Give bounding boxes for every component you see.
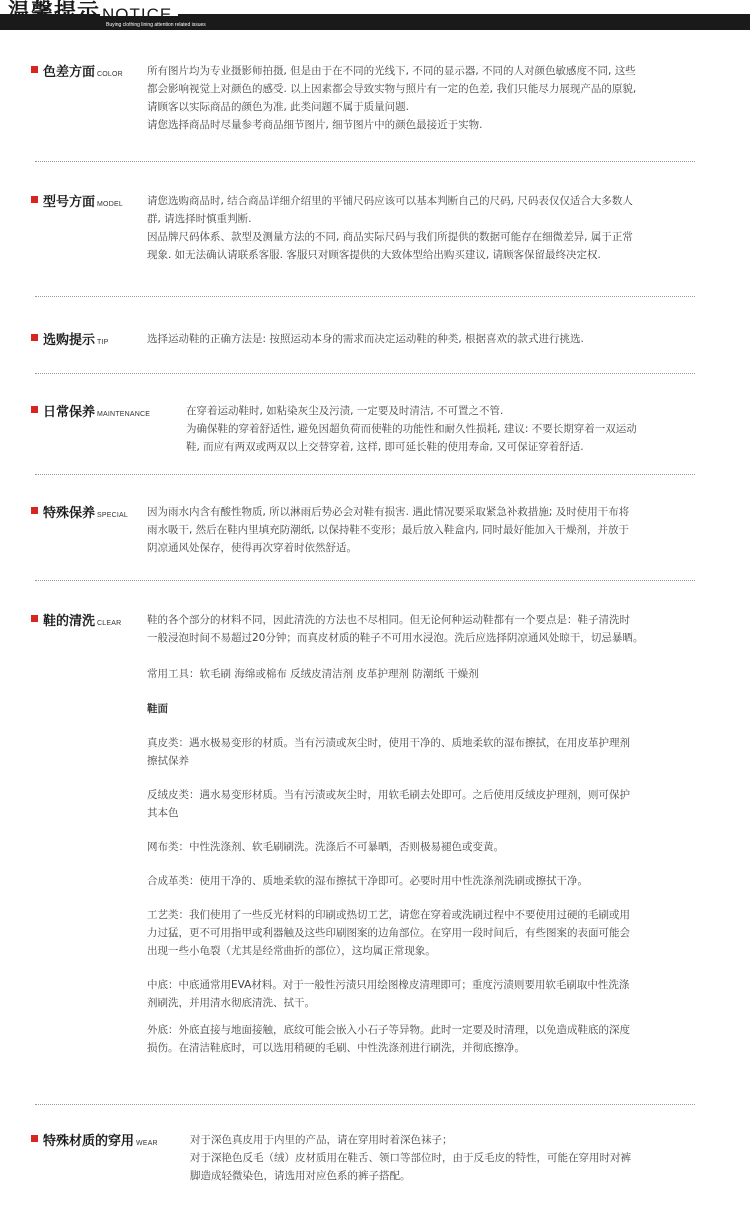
- section-title: 日常保养: [43, 405, 96, 420]
- content-line: 反绒皮类：遇水易变形材质。当有污渍或灰尘时，用软毛刷去处即可。之后使用反绒皮护理剂，则可保护: [147, 789, 630, 801]
- content-line: 真皮类：遇水极易变形的材质。当有污渍或灰尘时，使用干净的、质地柔软的湿布擦拭，在用皮革护理剂: [147, 737, 630, 749]
- content-line: 脚造成轻微染色，请选用对应色系的裤子搭配。: [190, 1170, 411, 1182]
- bullet-icon: [31, 66, 38, 73]
- paragraph: [147, 976, 742, 1012]
- section-content: [147, 192, 633, 264]
- bullet-icon: [31, 406, 38, 413]
- content-line: 合成革类：使用干净的、质地柔软的湿布擦拭干净即可。必要时用中性洗涤剂洗刷或擦拭干净。: [147, 875, 588, 887]
- bullet-icon: [31, 507, 38, 514]
- content-line: 请您选购商品时, 结合商品详细介绍里的平铺尺码应该可以基本判断自己的尺码, 尺码表仅仅适合大多数人: [147, 195, 633, 207]
- section-label: [31, 62, 123, 84]
- content-line: 鞋的各个部分的材料不同，因此清洗的方法也不尽相同。但无论何种运动鞋都有一个要点是：鞋子清洗时: [147, 614, 630, 626]
- section-title-en: WEAR: [136, 1140, 158, 1147]
- bullet-icon: [31, 1135, 38, 1142]
- content-line: 阴凉通风处保存，使得再次穿着时依然舒适。: [147, 542, 357, 554]
- content-line: 雨水吸干, 然后在鞋内里填充防潮纸, 以保持鞋不变形；最后放入鞋盒内, 同时最好能加入干燥剂，并放于: [147, 524, 630, 536]
- content-line: 力过猛，更不可用指甲或利器触及这些印刷图案的边角部位。在穿用一段时间后，有些图案的表面可能会: [147, 927, 630, 939]
- section-content: [186, 402, 637, 456]
- content-line: 选择运动鞋的正确方法是: 按照运动本身的需求而决定运动鞋的种类, 根据喜欢的款式进行挑选.: [147, 333, 584, 345]
- content-line: 群, 请选择时慎重判断.: [147, 213, 252, 225]
- dotted-divider: [35, 296, 695, 297]
- section-title: 特殊材质的穿用: [43, 1134, 135, 1149]
- dotted-divider: [35, 161, 695, 162]
- content-line: 所有图片均为专业摄影师拍摄, 但是由于在不同的光线下, 不同的显示器, 不同的人对颜色敏感度不同, 这些: [147, 65, 636, 77]
- section-title: 型号方面: [43, 195, 96, 210]
- content-line: 为确保鞋的穿着舒适性, 避免因超负荷而使鞋的功能性和耐久性损耗, 建议: 不要长期穿着一双运动: [186, 423, 637, 435]
- bullet-icon: [31, 196, 38, 203]
- section-title-en: TIP: [97, 339, 109, 346]
- content-line: 网布类：中性洗涤剂、软毛刷刷洗。洗涤后不可暴晒，否则极易褪色或变黄。: [147, 841, 504, 853]
- section-content: [147, 611, 742, 1057]
- content-line: 损伤。在清洁鞋底时，可以选用稍硬的毛刷、中性洗涤剂进行刷洗，并彻底擦净。: [147, 1042, 525, 1054]
- header-title-en: NOTICE: [102, 5, 173, 24]
- paragraph: [147, 786, 742, 822]
- section-title: 选购提示: [43, 333, 96, 348]
- bullet-icon: [31, 334, 38, 341]
- header-title-cn: 温馨提示: [8, 0, 101, 25]
- dotted-divider: [35, 1104, 695, 1105]
- paragraph: [147, 665, 742, 683]
- content-line: 出现一些小龟裂（尤其是经常曲折的部位），这均属正常现象。: [147, 945, 436, 957]
- section-label: [31, 330, 109, 352]
- section-title-en: COLOR: [97, 71, 123, 78]
- paragraph: [147, 872, 742, 890]
- paragraph: [147, 611, 742, 647]
- section-title: 特殊保养: [43, 506, 96, 521]
- dotted-divider: [35, 474, 695, 475]
- section-title-en: SPECIAL: [97, 512, 128, 519]
- content-line: 一般浸泡时间不易超过20分钟；而真皮材质的鞋子不可用水浸泡。洗后应选择阴凉通风处晾干，切忌暴晒。: [147, 632, 644, 644]
- content-line: 请顾客以实际商品的颜色为准, 此类问题不属于质量问题.: [147, 101, 410, 113]
- content-line: 鞋, 而应有两双或两双以上交替穿着, 这样, 即可延长鞋的使用寿命, 又可保证穿着舒适.: [186, 441, 584, 453]
- paragraph: [147, 700, 742, 718]
- section-label: [31, 1131, 158, 1153]
- section-content: [147, 330, 584, 348]
- content-line: 工艺类：我们使用了一些反光材料的印刷或热切工艺，请您在穿着或洗刷过程中不要使用过硬的毛刷或用: [147, 909, 630, 921]
- section-label: [31, 192, 123, 214]
- content-line: 在穿着运动鞋时, 如粘染灰尘及污渍, 一定要及时清洁, 不可置之不管.: [186, 405, 504, 417]
- paragraph: [147, 838, 742, 856]
- content-line: 外底：外底直接与地面接触，底纹可能会嵌入小石子等异物。此时一定要及时清理，以免造成鞋底的深度: [147, 1024, 630, 1036]
- section-title-en: MODEL: [97, 201, 123, 208]
- dotted-divider: [35, 373, 695, 374]
- content-line: 擦拭保养: [147, 755, 189, 767]
- section-label: [31, 503, 128, 525]
- section-content: [190, 1131, 631, 1185]
- paragraph: [147, 906, 742, 960]
- paragraph: [147, 1021, 742, 1057]
- content-line: 对于深艳色反毛（绒）皮材质用在鞋舌、领口等部位时，由于反毛皮的特性，可能在穿用时对裤: [190, 1152, 631, 1164]
- content-line: 请您选择商品时尽量参考商品细节图片, 细节图片中的颜色最接近于实物.: [147, 119, 483, 131]
- dotted-divider: [35, 580, 695, 581]
- section-content: [147, 62, 636, 134]
- section-title-en: CLEAR: [97, 620, 122, 627]
- header-subtitle: Buying clothing lining attention related issues: [106, 22, 206, 28]
- section-title: 鞋的清洗: [43, 614, 96, 629]
- notice-header: [0, 0, 750, 34]
- section-title-en: MAINTENANCE: [97, 411, 151, 418]
- section-label: [31, 402, 150, 424]
- section-label: [31, 611, 121, 633]
- content-line: 中底：中底通常用EVA材料。对于一般性污渍只用绘图橡皮清理即可；重度污渍则要用软毛刷取中性洗涤: [147, 979, 630, 991]
- content-line: 因为雨水内含有酸性物质, 所以淋雨后势必会对鞋有损害. 遇此情况要采取紧急补救措施; 及时使用干布将: [147, 506, 630, 518]
- content-line: 常用工具：软毛刷 海绵或棉布 反绒皮清洁剂 皮革护理剂 防潮纸 干燥剂: [147, 668, 479, 680]
- content-line: 剂刷洗，并用清水彻底清洗、拭干。: [147, 997, 315, 1009]
- paragraph: [147, 734, 742, 770]
- content-line: 因品牌尺码体系、款型及测量方法的不同, 商品实际尺码与我们所提供的数据可能存在细微差异, 属于正常: [147, 231, 633, 243]
- content-heading: 鞋面: [147, 703, 168, 715]
- section-title: 色差方面: [43, 65, 96, 80]
- content-line: 对于深色真皮用于内里的产品，请在穿用时着深色袜子；: [190, 1134, 453, 1146]
- content-line: 其本色: [147, 807, 179, 819]
- content-line: 现象. 如无法确认请联系客服. 客服只对顾客提供的大致体型给出购买建议, 请顾客保留最终决定权.: [147, 249, 601, 261]
- section-content: [147, 503, 629, 557]
- bullet-icon: [31, 615, 38, 622]
- content-line: 都会影响视觉上对颜色的感受. 以上因素都会导致实物与照片有一定的色差, 我们只能尽力展现产品的原貌,: [147, 83, 637, 95]
